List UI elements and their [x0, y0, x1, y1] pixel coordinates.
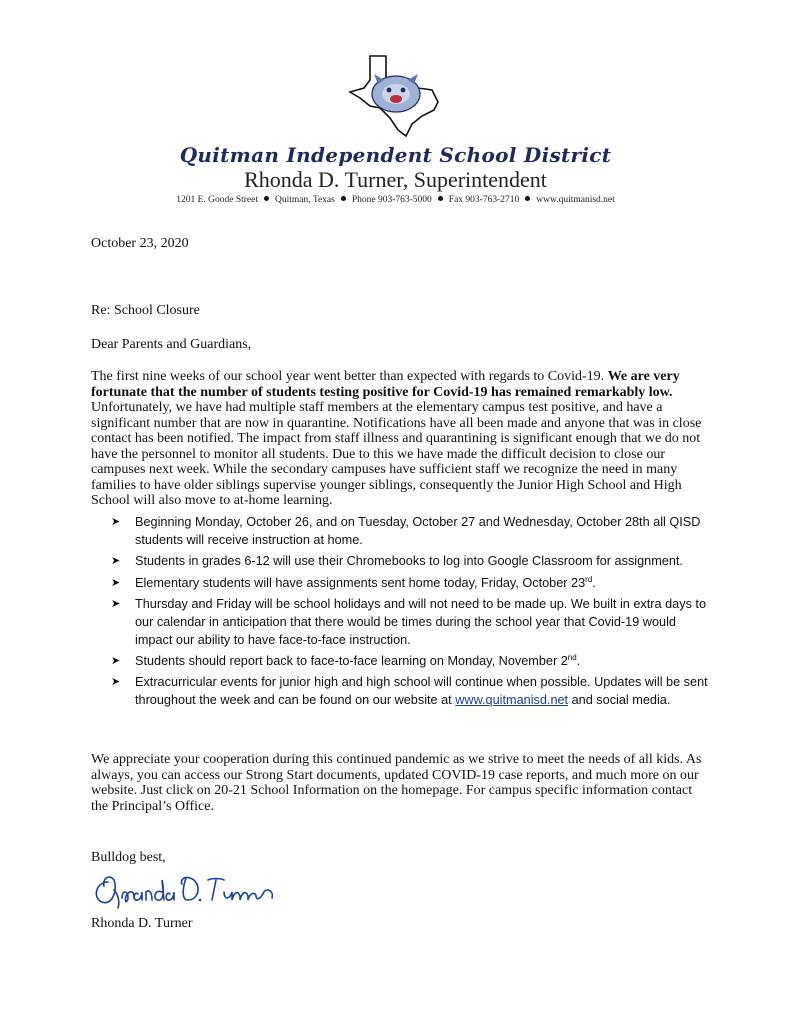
city: Quitman, Texas: [275, 195, 335, 205]
address: 1201 E. Goode Street: [176, 195, 258, 205]
contact-line: [0, 195, 791, 205]
list-item: [91, 553, 711, 571]
bullet-list: [91, 514, 711, 714]
bullet-text: Extracurricular events for junior high and high school will continue when possible. Updates will be sent throughout the week and can be found on our website at: [135, 675, 708, 708]
bullet-dot-icon: [264, 196, 269, 201]
bullet-dot-icon: [341, 196, 346, 201]
bullet-dot-icon: [438, 196, 443, 201]
district-name: Quitman Independent School District: [179, 143, 612, 167]
arrow-bullet-icon: ➤: [111, 676, 121, 689]
bullet-text-end: and social media.: [568, 693, 671, 708]
website-link[interactable]: www.quitmanisd.net: [455, 693, 569, 708]
closing-paragraph: We appreciate your cooperation during this continued pandemic as we strive to meet the needs of all kids. As always, you can access our Strong Start documents, updated COVID-19 case reports, and much more on our website. Just click on 20-21 School Information on the homepage. For campus specific information contact the Principal’s Office.: [91, 752, 702, 814]
bulldog-texas-logo: [340, 50, 450, 140]
website: www.quitmanisd.net: [536, 195, 615, 205]
arrow-bullet-icon: ➤: [111, 576, 121, 589]
handwritten-signature: [88, 868, 278, 914]
list-item: [91, 674, 711, 710]
phone: Phone 903-763-5000: [351, 195, 432, 205]
list-item: ➤ Students should report back to face-to-face learning on Monday, November 2nd.: [91, 653, 711, 671]
ordinal-suffix: nd: [567, 652, 577, 662]
body-paragraph: [91, 369, 706, 509]
para-bold-statement: We are very fortunate that the number of students testing positive for Covid-19 has remained remarkably low.: [91, 369, 680, 400]
bullet-text: Students should report back to face-to-face learning on Monday, November 2: [135, 653, 568, 668]
arrow-bullet-icon: ➤: [111, 597, 121, 610]
list-item: [91, 596, 711, 649]
bullet-dot-icon: [525, 196, 530, 201]
signoff: Bulldog best,: [91, 850, 166, 865]
fax: Fax 903-763-2710: [448, 195, 520, 205]
para-intro: The first nine weeks of our school year went better than expected with regards to Covid-19.: [91, 369, 608, 384]
ordinal-suffix: rd: [585, 574, 593, 584]
bullet-text: Students in grades 6-12 will use their Chromebooks to log into Google Classroom for assignment.: [135, 554, 683, 569]
superintendent-name: Rhonda D. Turner, Superintendent: [244, 167, 547, 192]
list-item: ➤ Elementary students will have assignments sent home today, Friday, October 23rd.: [91, 575, 711, 593]
signer-name: Rhonda D. Turner: [91, 916, 193, 931]
letter-subject: Re: School Closure: [91, 303, 200, 318]
list-item: [91, 514, 711, 550]
para-details: Unfortunately, we have had multiple staff members at the elementary campus test positive, and have a significant number that are now in quarantine. Notifications have all been made and anyone that was in close contact has been notified. The impact from staff illness and quarantining is significant enough that we do not have the personnel to monitor all students. Due to this we have made the difficult decision to close our campuses next week. While the secondary campuses have sufficient staff we recognize the need in many families to have older siblings supervise younger siblings, consequently the Junior High School and High School will also move to at-home learning.: [91, 400, 702, 508]
bullet-text: Beginning Monday, October 26, and on Tuesday, October 27 and Wednesday, October 28th all QISD students will receive instruction at home.: [135, 515, 701, 547]
bullet-text: Thursday and Friday will be school holidays and will not need to be made up. We built in extra days to our calendar in anticipation that there would be times during the school year that Covid-19 would impact our ability to have face-to-face instruction.: [135, 596, 707, 647]
arrow-bullet-icon: ➤: [111, 516, 121, 528]
arrow-bullet-icon: ➤: [111, 654, 121, 667]
arrow-bullet-icon: ➤: [111, 555, 121, 568]
bullet-text: Elementary students will have assignments sent home today, Friday, October 23: [135, 575, 586, 590]
letter-date: October 23, 2020: [91, 236, 189, 251]
salutation: Dear Parents and Guardians,: [91, 337, 252, 352]
